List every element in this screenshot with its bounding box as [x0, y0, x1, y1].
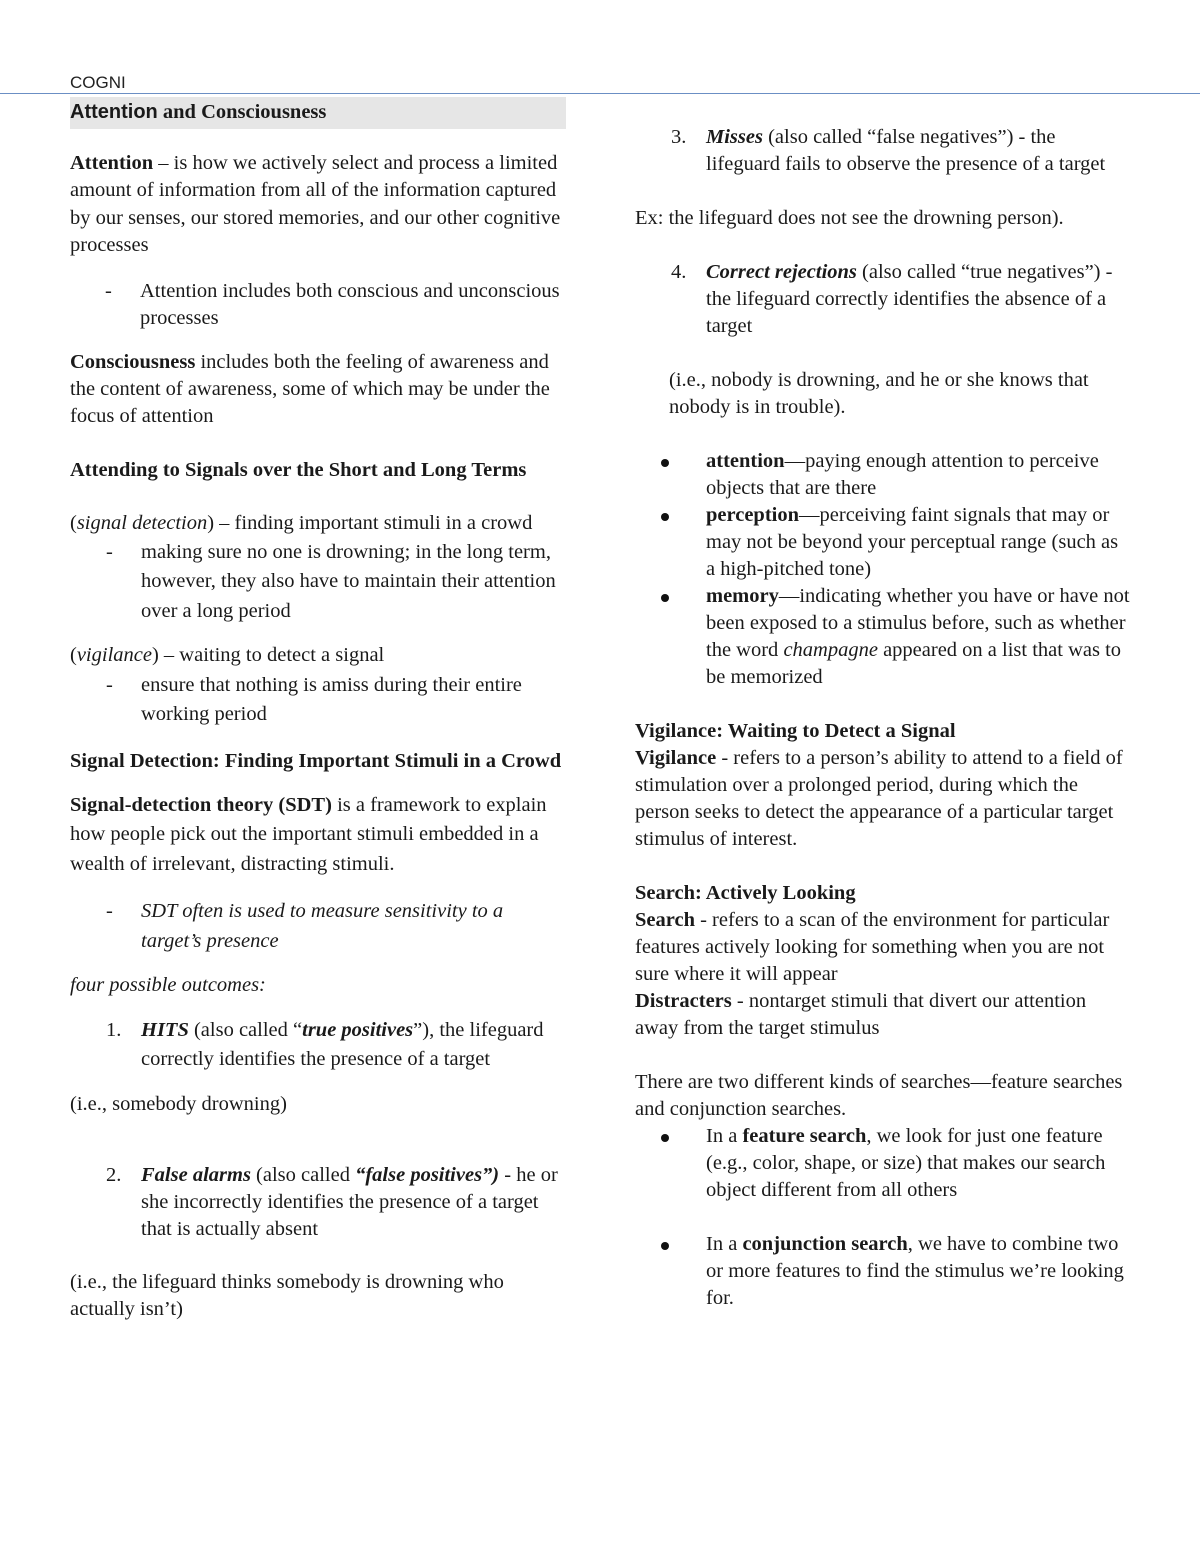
dash-marker: - [105, 279, 112, 302]
misses-example: Ex: the lifeguard does not see the drowning person). [635, 207, 1064, 229]
bullet-icon [661, 1242, 669, 1250]
dash-marker: - [106, 673, 113, 696]
outcome-number: 4. [671, 261, 687, 283]
heading-vigilance: Vigilance: Waiting to Detect a Signal [635, 720, 956, 742]
sdt-definition [70, 791, 566, 880]
attention-note-text: Attention includes both conscious and unconscious processes [140, 279, 560, 329]
list-item: In a feature search, we look for just one feature (e.g., color, shape, or size) that makes our search object different from all others [635, 1123, 1130, 1204]
dash-marker: - [106, 900, 113, 922]
list-item: In a conjunction search, we have to combine two or more features to find the stimulus we’re looking for. [635, 1231, 1130, 1312]
outcome-misses: 3. Misses (also called “false negatives”) - the lifeguard fails to observe the presence of a target [671, 126, 1106, 175]
bullet-icon [661, 513, 669, 521]
attention-def-text: – is how we actively select and process a limited amount of information from all of the information captured by our senses, our stored memories, and our other cognitive processes [70, 151, 561, 256]
outcomes-label: four possible outcomes: [70, 974, 266, 996]
hits-term: HITS [141, 1018, 189, 1041]
sdt-note-text: SDT often is used to measure sensitivity to a target’s presence [141, 900, 504, 952]
list-item: memory—indicating whether you have or have not been exposed to a stimulus before, such as whether the word champagne appeared on a list that was to be memorized [635, 583, 1130, 691]
sdt-def-text: is a framework to explain how people pick out the important stimuli embedded in a wealth of irrelevant, distracting stimuli. [70, 793, 547, 875]
title-attention: Attention [70, 101, 158, 123]
consciousness-def-text: includes both the feeling of awareness and the content of awareness, some of which may be under the focus of attention [70, 350, 550, 427]
heading-attending-signals: Attending to Signals over the Short and Long Terms [70, 458, 527, 481]
correct-rejections-example: (i.e., nobody is drowning, and he or she knows that nobody is in trouble). [669, 369, 1089, 418]
hits-example: (i.e., somebody drowning) [70, 1092, 287, 1115]
bullet-icon [661, 1134, 669, 1142]
right-column [635, 124, 1130, 1312]
vigilance-term: vigilance [76, 644, 152, 666]
misses-term: Misses [706, 126, 763, 148]
vigilance-definition: Vigilance - refers to a person’s ability to attend to a field of stimulation over a prolonged period, during which the person seeks to detect the appearance of a particular target stimulus of interest. [635, 747, 1123, 850]
search-kinds: There are two different kinds of searches—feature searches and conjunction searches. [635, 1071, 1123, 1120]
vigilance-note-text: ensure that nothing is amiss during their entire working period [141, 673, 522, 725]
vigilance-note [70, 671, 566, 730]
bullet-icon [661, 459, 669, 467]
list-item: attention—paying enough attention to perceive objects that are there [635, 448, 1130, 502]
outcome-correct-rejections: 4. Correct rejections (also called “true negatives”) - the lifeguard correctly identifies the absence of a target [671, 261, 1113, 337]
header-rule [0, 93, 1200, 94]
outcome-false-alarms: 2. False alarms (also called “false positives”) - he or she incorrectly identifies the presence of a target that is actually absent [106, 1164, 558, 1240]
outcome-number: 1. [106, 1018, 122, 1041]
left-column [70, 97, 566, 1323]
section-title [70, 97, 566, 129]
signal-detection-term: signal detection [76, 511, 208, 534]
correct-rejections-term: Correct rejections [706, 261, 857, 283]
outcome-factors-list [635, 448, 1130, 691]
outcome-number: 2. [106, 1164, 122, 1186]
signal-detection-line: (signal detection) – finding important stimuli in a crowd [70, 511, 533, 534]
attention-note [69, 278, 566, 333]
signal-detection-note-text: making sure no one is drowning; in the long term, however, they also have to maintain their attention over a long period [141, 540, 556, 622]
attention-term: Attention [70, 151, 154, 174]
sdt-term: Signal-detection theory (SDT) [70, 793, 332, 816]
heading-search: Search: Actively Looking [635, 882, 856, 904]
dash-marker: - [106, 540, 113, 563]
sdt-note [70, 897, 566, 956]
title-consciousness: and Consciousness [157, 101, 327, 123]
consciousness-definition [70, 349, 566, 430]
vigilance-line: (vigilance) – waiting to detect a signal [70, 644, 385, 666]
search-definition: Search - refers to a scan of the environment for particular features actively looking for something when you are not sure where it will appear [635, 909, 1110, 985]
page-header: COGNI [70, 73, 126, 92]
false-alarms-example: (i.e., the lifeguard thinks somebody is drowning who actually isn’t) [70, 1271, 504, 1320]
bullet-icon [661, 594, 669, 602]
list-item: perception—perceiving faint signals that may or may not be beyond your perceptual range (such as a high-pitched tone) [635, 502, 1130, 583]
signal-detection-note [70, 538, 566, 627]
consciousness-term: Consciousness [70, 350, 196, 373]
heading-signal-detection: Signal Detection: Finding Important Stimuli in a Crowd [70, 749, 562, 772]
outcome-number: 3. [671, 126, 687, 148]
attention-definition [70, 150, 566, 260]
distracters-definition: Distracters - nontarget stimuli that divert our attention away from the target stimulus [635, 990, 1087, 1039]
false-alarms-term: False alarms [141, 1164, 251, 1186]
outcome-hits: 1. HITS (also called “true positives”), the lifeguard correctly identifies the presence of a target [70, 1016, 566, 1075]
